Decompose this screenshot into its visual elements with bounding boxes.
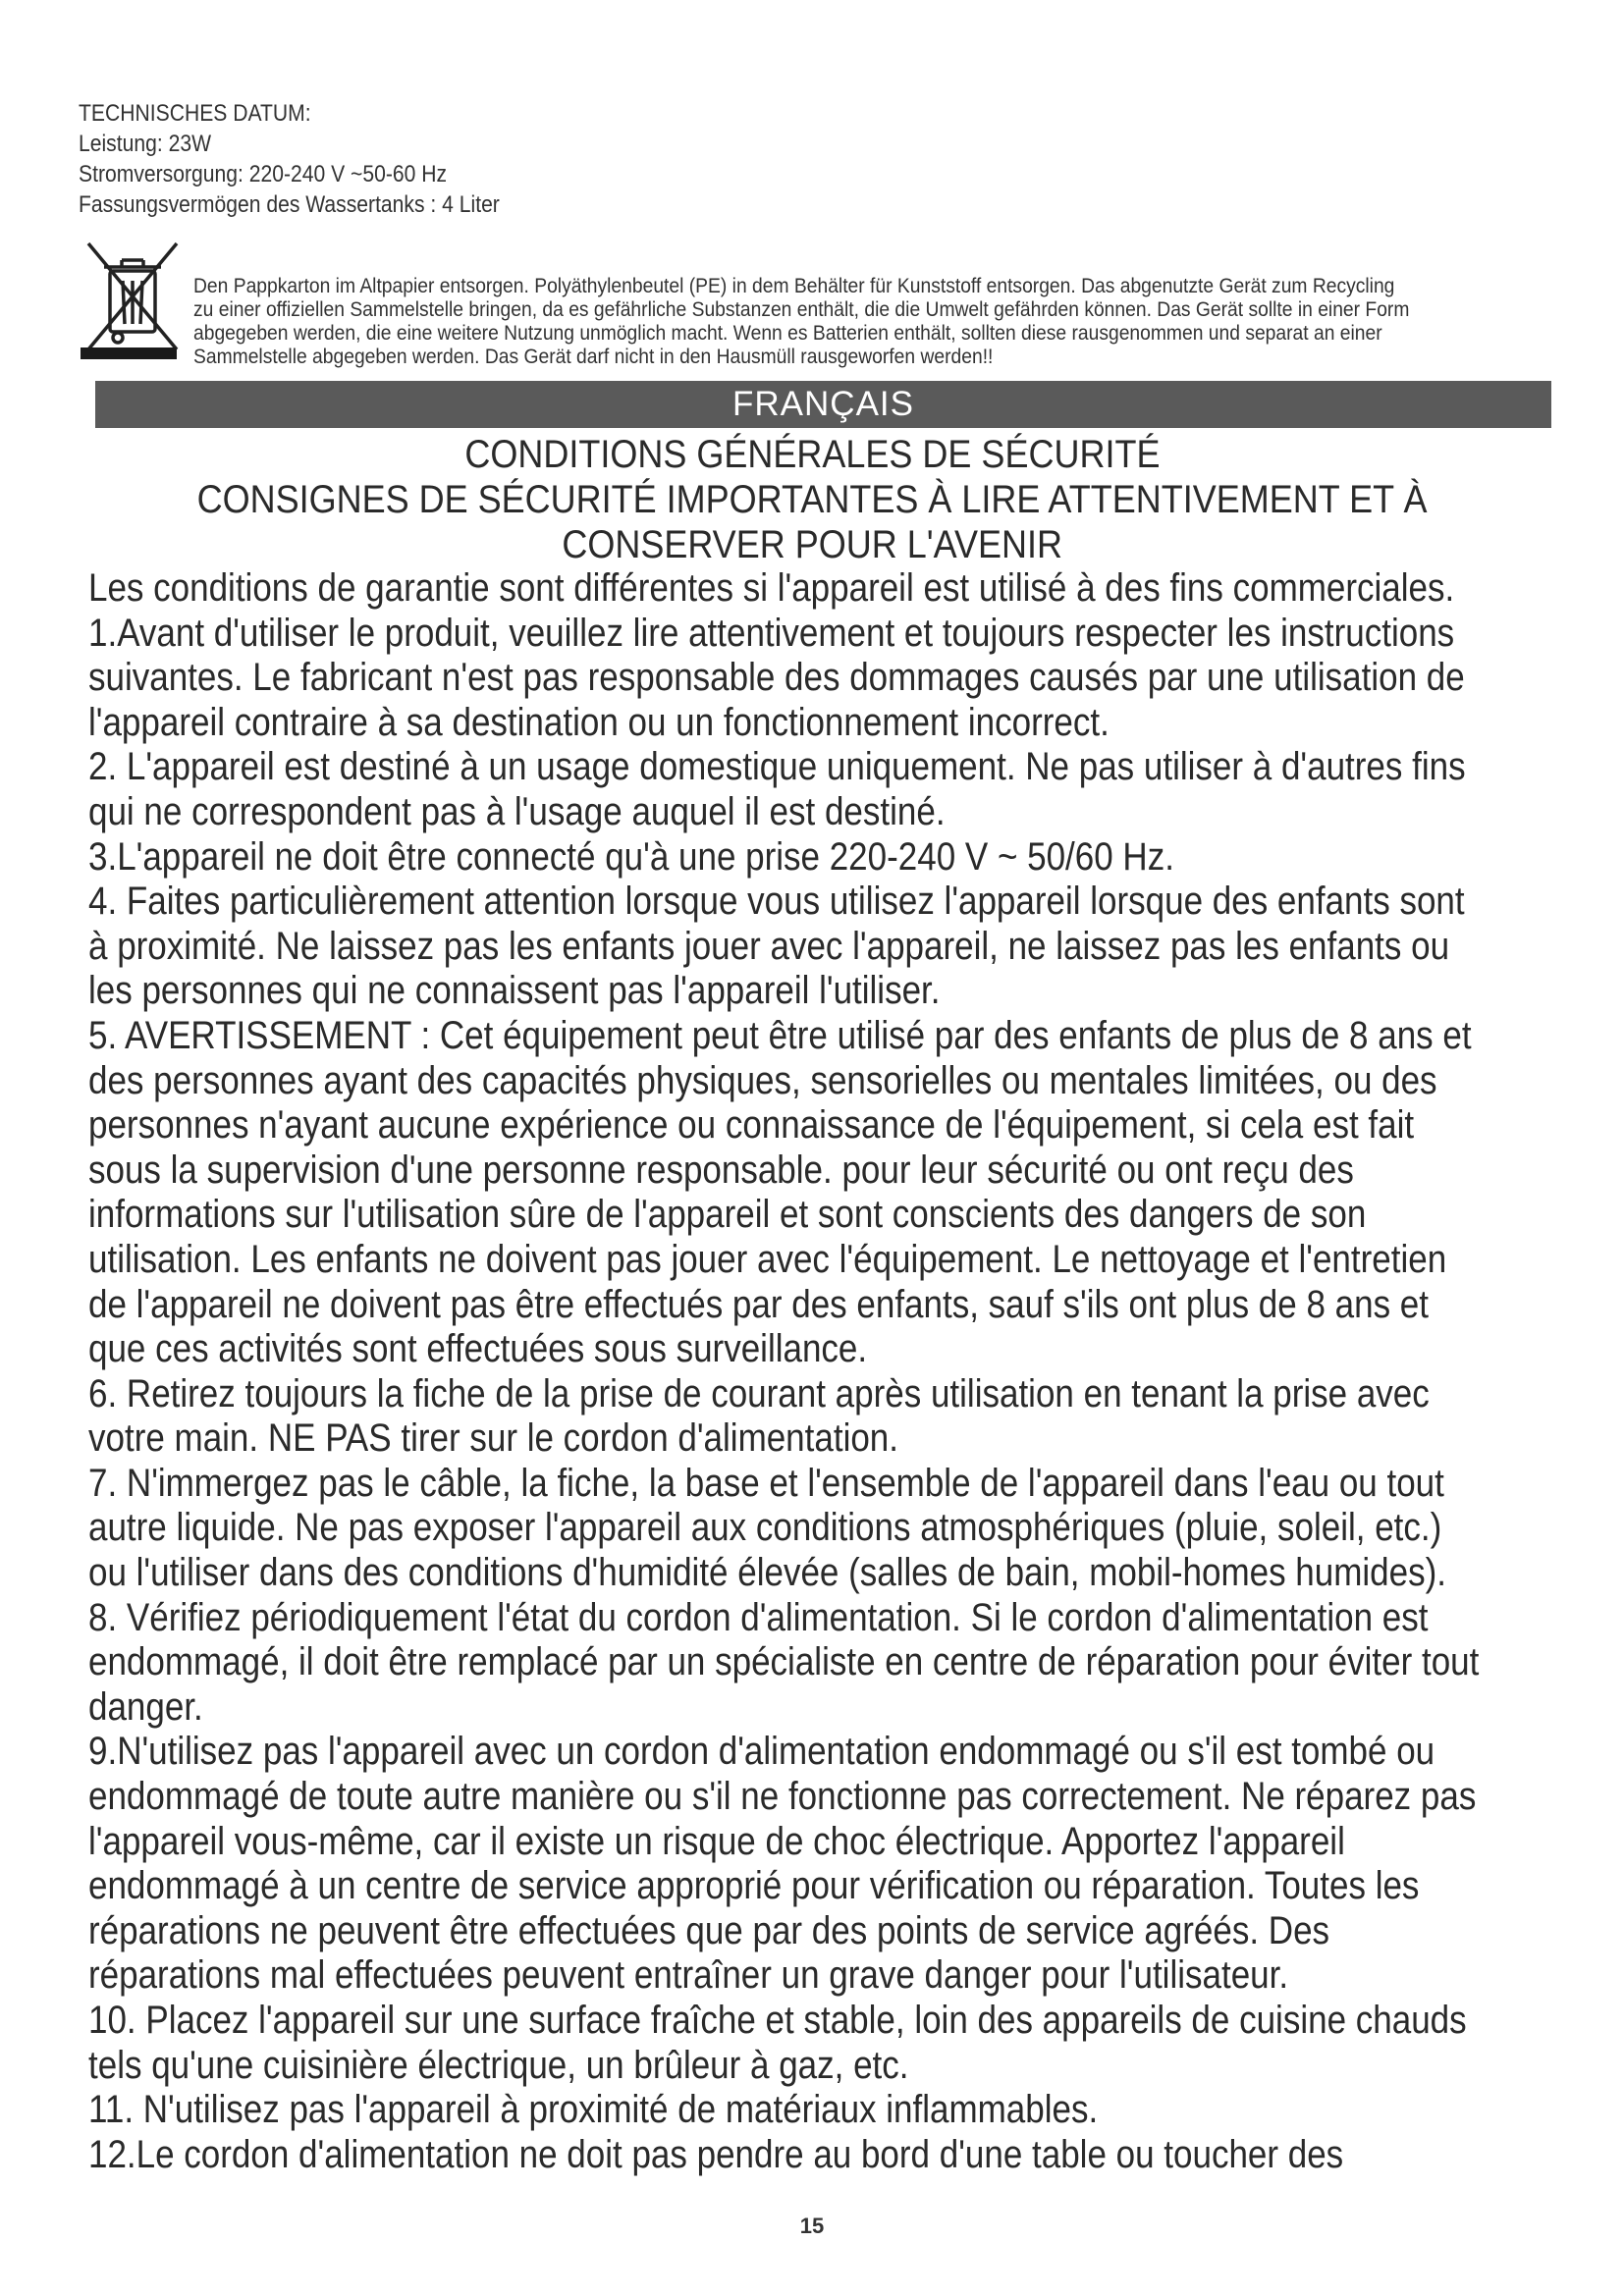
body-line: endommagé de toute autre manière ou s'il ne fonctionne pas correctement. Ne réparez pas xyxy=(88,1775,1477,1819)
heading-line-2: CONSIGNES DE SÉCURITÉ IMPORTANTES À LIRE ATTENTIVEMENT ET À xyxy=(196,478,1428,521)
body-line: Les conditions de garantie sont différentes si l'appareil est utilisé à des fins commerciales. xyxy=(88,566,1455,610)
body-line: 3.L'appareil ne doit être connecté qu'à une prise 220-240 V ~ 50/60 Hz. xyxy=(88,834,1174,879)
body-line: qui ne correspondent pas à l'usage auquel il est destiné. xyxy=(88,789,946,833)
body-line: danger. xyxy=(88,1684,203,1729)
body-line: personnes n'ayant aucune expérience ou connaissance de l'équipement, si cela est fait xyxy=(88,1103,1415,1148)
disposal-line: zu einer offiziellen Sammelstelle bringen, da es gefährliche Substanzen enthält, die die Umwelt gefährden können. Das Gerät sollte in einer Form xyxy=(193,298,1410,321)
body-line: 10. Placez l'appareil sur une surface fraîche et stable, loin des appareils de cuisine chauds xyxy=(88,1999,1467,2042)
heading-line-3: CONSERVER POUR L'AVENIR xyxy=(562,523,1062,566)
body-line: 11. N'utilisez pas l'appareil à proximité de matériaux inflammables. xyxy=(88,2088,1099,2132)
body-line: l'appareil contraire à sa destination ou un fonctionnement incorrect. xyxy=(88,700,1110,744)
body-line: endommagé à un centre de service approprié pour vérification ou réparation. Toutes les xyxy=(88,1864,1420,1908)
body-line: tels qu'une cuisinière électrique, un brûleur à gaz, etc. xyxy=(88,2043,909,2087)
body-line: l'appareil vous-même, car il existe un risque de choc électrique. Apportez l'appareil xyxy=(88,1819,1345,1863)
body-line: les personnes qui ne connaissent pas l'appareil l'utiliser. xyxy=(88,969,941,1013)
body-line: endommagé, il doit être remplacé par un spécialiste en centre de réparation pour éviter tout xyxy=(88,1640,1480,1684)
body-line: 2. L'appareil est destiné à un usage domestique uniquement. Ne pas utiliser à d'autres fins xyxy=(88,745,1466,789)
body-line: de l'appareil ne doivent pas être effectués par des enfants, sauf s'ils ont plus de 8 ans et xyxy=(88,1282,1429,1326)
technical-data xyxy=(79,98,856,220)
body-line: sous la supervision d'une personne responsable. pour leur sécurité ou ont reçu des xyxy=(88,1148,1354,1192)
section-subheading xyxy=(0,478,1624,521)
body-line: des personnes ayant des capacités physiques, sensorielles ou mentales limitées, ou des xyxy=(88,1058,1437,1102)
body-line: 12.Le cordon d'alimentation ne doit pas pendre au bord d'une table ou toucher des xyxy=(88,2132,1344,2176)
body-line: à proximité. Ne laissez pas les enfants jouer avec l'appareil, ne laissez pas les enfants ou xyxy=(88,924,1450,968)
technical-power: Leistung: 23W xyxy=(79,131,212,157)
disposal-line: Den Pappkarton im Altpapier entsorgen. Polyäthylenbeutel (PE) in dem Behälter für Kunststoff entsorgen. Das abgenutzte Gerät zum Recycling xyxy=(193,275,1395,297)
body-line: réparations ne peuvent être effectuées que par des points de service agréés. Des xyxy=(88,1908,1330,1952)
body-line: 7. N'immergez pas le câble, la fiche, la base et l'ensemble de l'appareil dans l'eau ou tout xyxy=(88,1461,1444,1505)
body-line: 9.N'utilisez pas l'appareil avec un cordon d'alimentation endommagé ou s'il est tombé ou xyxy=(88,1730,1435,1774)
body-line: ou l'utiliser dans des conditions d'humidité élevée (salles de bain, mobil-homes humides). xyxy=(88,1551,1446,1595)
body-line: 6. Retirez toujours la fiche de la prise de courant après utilisation en tenant la prise avec xyxy=(88,1371,1430,1415)
body-line: 4. Faites particulièrement attention lorsque vous utilisez l'appareil lorsque des enfants sont xyxy=(88,880,1465,924)
section-heading xyxy=(0,433,1624,476)
disposal-line: abgegeben werden, die eine weitere Nutzung unmöglich macht. Wenn es Batterien enthält, sollten diese rausgenommen und separat an einer xyxy=(193,322,1382,345)
section-subheading-cont xyxy=(0,523,1624,566)
body-line: 8. Vérifiez périodiquement l'état du cordon d'alimentation. Si le cordon d'alimentation est xyxy=(88,1595,1429,1639)
safety-instructions xyxy=(88,566,1549,2177)
body-line: suivantes. Le fabricant n'est pas responsable des dommages causés par une utilisation de xyxy=(88,656,1465,700)
technical-heading: TECHNISCHES DATUM: xyxy=(79,100,311,127)
heading-line-1: CONDITIONS GÉNÉRALES DE SÉCURITÉ xyxy=(463,433,1161,476)
technical-capacity: Fassungsvermögen des Wassertanks : 4 Liter xyxy=(79,191,500,218)
body-line: utilisation. Les enfants ne doivent pas jouer avec l'équipement. Le nettoyage et l'entretien xyxy=(88,1237,1447,1281)
weee-bar-divider xyxy=(81,347,177,359)
body-line: 5. AVERTISSEMENT : Cet équipement peut être utilisé par des enfants de plus de 8 ans et xyxy=(88,1013,1472,1057)
body-line: réparations mal effectuées peuvent entraîner un grave danger pour l'utilisateur. xyxy=(88,1953,1289,1998)
disposal-text xyxy=(193,275,1582,369)
body-line: 1.Avant d'utiliser le produit, veuillez lire attentivement et toujours respecter les instructions xyxy=(88,611,1455,655)
page-number: 15 xyxy=(799,2214,825,2238)
body-line: que ces activités sont effectuées sous surveillance. xyxy=(88,1327,868,1371)
language-banner: FRANÇAIS xyxy=(95,381,1551,428)
disposal-line: Sammelstelle abgegeben werden. Das Gerät darf nicht in den Hausmüll rausgeworfen werden!! xyxy=(193,346,994,368)
body-line: votre main. NE PAS tirer sur le cordon d'alimentation. xyxy=(88,1416,899,1461)
technical-supply: Stromversorgung: 220-240 V ~50-60 Hz xyxy=(79,161,448,187)
body-line: informations sur l'utilisation sûre de l'appareil et sont conscients des dangers de son xyxy=(88,1193,1367,1237)
body-line: autre liquide. Ne pas exposer l'appareil aux conditions atmosphériques (pluie, soleil, etc.) xyxy=(88,1506,1442,1550)
